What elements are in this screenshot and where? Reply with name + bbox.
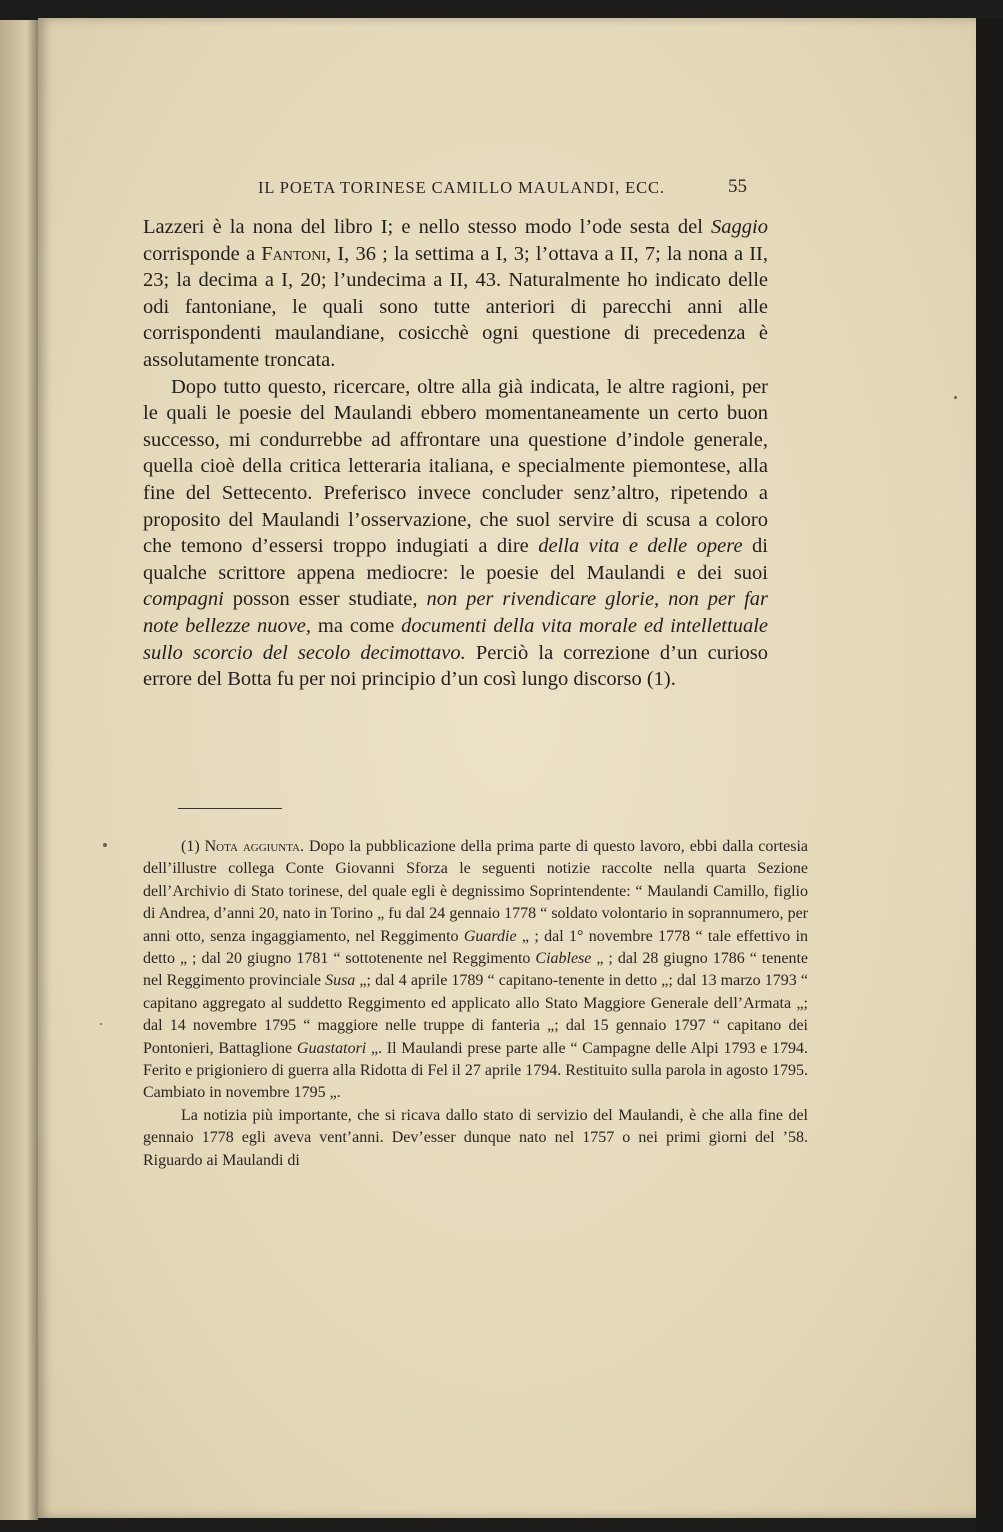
text-run: „; dal 4 aprile 1789 “ capitano-tenente in detto „; dal 13 marzo 1793 “ capitano aggregato al suddetto Reggimento ed applicato allo Stato Maggiore Generale dell’Armata „; dal 14 novembre 1795 “ maggiore nelle truppe di fanteria „; dal 15 gennaio 1797 “ capitano dei Pontonieri, Battaglione <box>143 972 808 1057</box>
text-run: di qualche scrittore appena mediocre: le poesie del Maulandi e dei suoi <box>143 535 768 584</box>
text-run: compagni <box>143 588 224 611</box>
text-run: Ciablese <box>535 950 592 968</box>
running-title: IL POETA TORINESE CAMILLO MAULANDI, ECC. <box>258 178 665 197</box>
text-run: non per rivendicare glorie, non per far note bellezze nuove, <box>143 588 768 637</box>
text-run: Fantoni <box>261 242 327 265</box>
text-run: „ ; dal 1° novembre 1778 “ tale effettivo in detto „ ; dal 20 giugno 1781 “ sottotenente nel Reggimento <box>143 927 809 968</box>
footnote-paragraph <box>143 1105 808 1172</box>
text-run: Susa <box>325 972 356 990</box>
text-run: Nota aggiunta. <box>204 838 304 855</box>
footnotes <box>143 836 808 1172</box>
text-run: corrisponde a <box>143 242 262 265</box>
text-run: La notizia più importante, che si ricava dallo stato di servizio del Maulandi, è che alla fine del gennaio 1778 egli aveva vent’anni. Dev’esser dunque nato nel 1757 o nei primi giorni del ’58. Riguardo ai Maulandi di <box>143 1106 808 1169</box>
page-number: 55 <box>728 176 747 197</box>
text-run: Guastatori <box>296 1039 367 1057</box>
main-text <box>143 214 768 693</box>
text-run: , I, 36 ; la settima a I, 3; l’ottava a II, 7; la nona a II, 23; la decima a I, 20; l’undecima a II, 43. Naturalmente ho indicato delle odi fantoniane, le quali sono tutte anteriori di parecchi anni alle corrispondenti maulandiane, cosicchè ogni questione di precedenza è assolutamente troncata. <box>143 242 768 371</box>
text-run: Guardie <box>463 927 517 945</box>
footnote-paragraph <box>143 836 808 1105</box>
text-run: (1) <box>181 838 205 855</box>
text-run: della vita e delle opere <box>538 535 743 558</box>
body-paragraph <box>143 214 768 374</box>
text-run: Saggio <box>711 216 768 238</box>
text-run: Lazzeri è la nona del libro I; e nello stesso modo l’ode sesta del <box>143 216 712 238</box>
text-run: Dopo tutto questo, ricercare, oltre alla già indicata, le altre ragioni, per le quali le poesie del Maulandi ebbero momentaneamente un certo buon successo, mi condurrebbe ad affrontare una questione d’indole generale, quella cioè della critica letteraria italiana, e specialmente piemontese, alla fine del Settecento. Preferisco invece concluder senz’altro, ripetendo a proposito del Maulandi l’osservazione, che suol servire di scusa a coloro che temono d’essersi troppo indugiati a dire <box>143 375 768 558</box>
text-run: „. Il Maulandi prese parte alle “ Campagne delle Alpi 1793 e 1794. Ferito e prigioniero di guerra alla Ridotta di Fel il 27 aprile 1794. Restituito sulla parola in agosto 1795. Cambiato in novembre 1795 „. <box>143 1039 809 1102</box>
footnote-separator <box>178 808 282 809</box>
page-header <box>38 176 976 202</box>
text-run: Dopo la pubblicazione della prima parte di questo lavoro, ebbi dalla cortesia dell’illustre collega Conte Giovanni Sforza le seguenti notizie raccolte nella quarta Sezione dell’Archivio di Stato torinese, del quale egli è degnissimo Soprintendente: “ Maulandi Camillo, figlio di Andrea, d’anni 20, nato in Torino „ fu dal 24 gennaio 1778 “ soldato volontario in soprannumero, per anni otto, senza ingaggiamento, nel Reggimento <box>143 838 809 945</box>
text-run: „ ; dal 28 giugno 1786 “ tenente nel Reggimento provinciale <box>143 950 808 990</box>
text-run: Perciò la correzione d’un curioso errore del Botta fu per noi principio d’un così lungo discorso (1). <box>143 641 768 691</box>
text-run: ma come <box>311 614 402 637</box>
book-page <box>38 18 976 1518</box>
text-run: posson esser studiate, <box>223 588 427 611</box>
right-margin-shadow <box>976 18 1003 1532</box>
body-paragraph <box>143 374 768 693</box>
text-run: documenti della vita morale ed intellettuale sullo scorcio del secolo decimottavo. <box>143 614 768 664</box>
previous-page-edge <box>0 20 38 1520</box>
